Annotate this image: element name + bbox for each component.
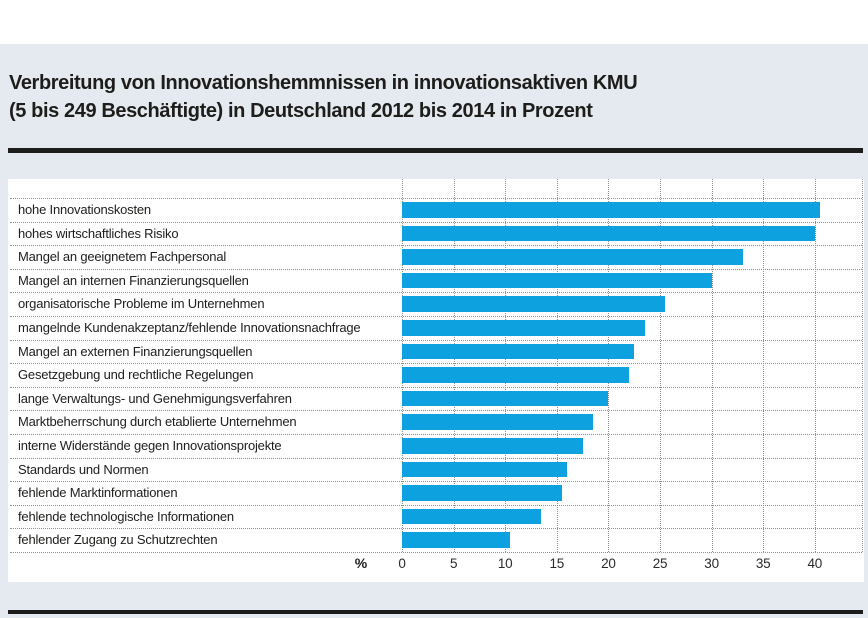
bar bbox=[402, 296, 665, 312]
bar bbox=[402, 391, 608, 407]
bar bbox=[402, 202, 820, 218]
row-separator-line bbox=[10, 552, 862, 553]
category-label: Mangel an internen Finanzierungsquellen bbox=[18, 272, 249, 288]
bar-chart bbox=[8, 179, 864, 582]
chart-title-line-1: Verbreitung von Innovationshemmnissen in innovationsaktiven KMU bbox=[9, 72, 638, 94]
bar bbox=[402, 509, 541, 525]
bar bbox=[402, 438, 583, 454]
x-tick-label: 40 bbox=[807, 556, 823, 571]
bar bbox=[402, 344, 634, 360]
category-label: Gesetzgebung und rechtliche Regelungen bbox=[18, 367, 254, 383]
category-label: hohes wirtschaftliches Risiko bbox=[18, 225, 179, 241]
category-label: Mangel an externen Finanzierungsquellen bbox=[18, 343, 253, 359]
bar bbox=[402, 414, 593, 430]
category-label: Marktbeherrschung durch etablierte Unternehmen bbox=[18, 414, 297, 430]
category-label: interne Widerstände gegen Innovationsprojekte bbox=[18, 438, 282, 453]
x-tick-label: 25 bbox=[652, 556, 668, 571]
x-tick-label: 30 bbox=[704, 556, 719, 571]
category-label: Mangel an geeignetem Fachpersonal bbox=[18, 249, 227, 265]
vertical-gridline-40 bbox=[815, 179, 816, 552]
bar bbox=[402, 249, 743, 265]
x-tick-label: 5 bbox=[449, 556, 458, 571]
bar bbox=[402, 532, 510, 548]
bar bbox=[402, 320, 645, 336]
category-label: mangelnde Kundenakzeptanz/fehlende Innovationsnachfrage bbox=[18, 320, 361, 335]
vertical-gridline-right-edge bbox=[862, 179, 863, 552]
category-label: hohe Innovationskosten bbox=[18, 202, 151, 217]
x-tick-label: 15 bbox=[549, 556, 565, 571]
bar bbox=[402, 226, 815, 242]
chart-title-line-2: (5 bis 249 Beschäftigte) in Deutschland 2012 bis 2014 in Prozent bbox=[9, 100, 593, 122]
bar bbox=[402, 485, 562, 501]
x-tick-label: 0 bbox=[398, 556, 406, 571]
bar bbox=[402, 273, 712, 289]
unit-label-percent: % bbox=[354, 555, 368, 571]
x-tick-label: 20 bbox=[601, 556, 616, 571]
category-label: lange Verwaltungs- und Genehmigungsverfahren bbox=[18, 390, 292, 406]
category-label: Standards und Normen bbox=[18, 461, 149, 477]
bar bbox=[402, 462, 567, 478]
category-label: fehlender Zugang zu Schutzrechten bbox=[18, 532, 218, 548]
category-label: organisatorische Probleme im Unternehmen bbox=[18, 296, 265, 312]
top-divider-rule bbox=[8, 148, 863, 153]
x-tick-label: 10 bbox=[497, 556, 513, 571]
category-label: fehlende Marktinformationen bbox=[18, 485, 178, 501]
category-label: fehlende technologische Informationen bbox=[18, 508, 234, 524]
bar bbox=[402, 367, 629, 383]
bottom-divider-rule bbox=[8, 610, 863, 614]
infographic-panel bbox=[0, 44, 868, 618]
x-tick-label: 35 bbox=[755, 556, 771, 571]
